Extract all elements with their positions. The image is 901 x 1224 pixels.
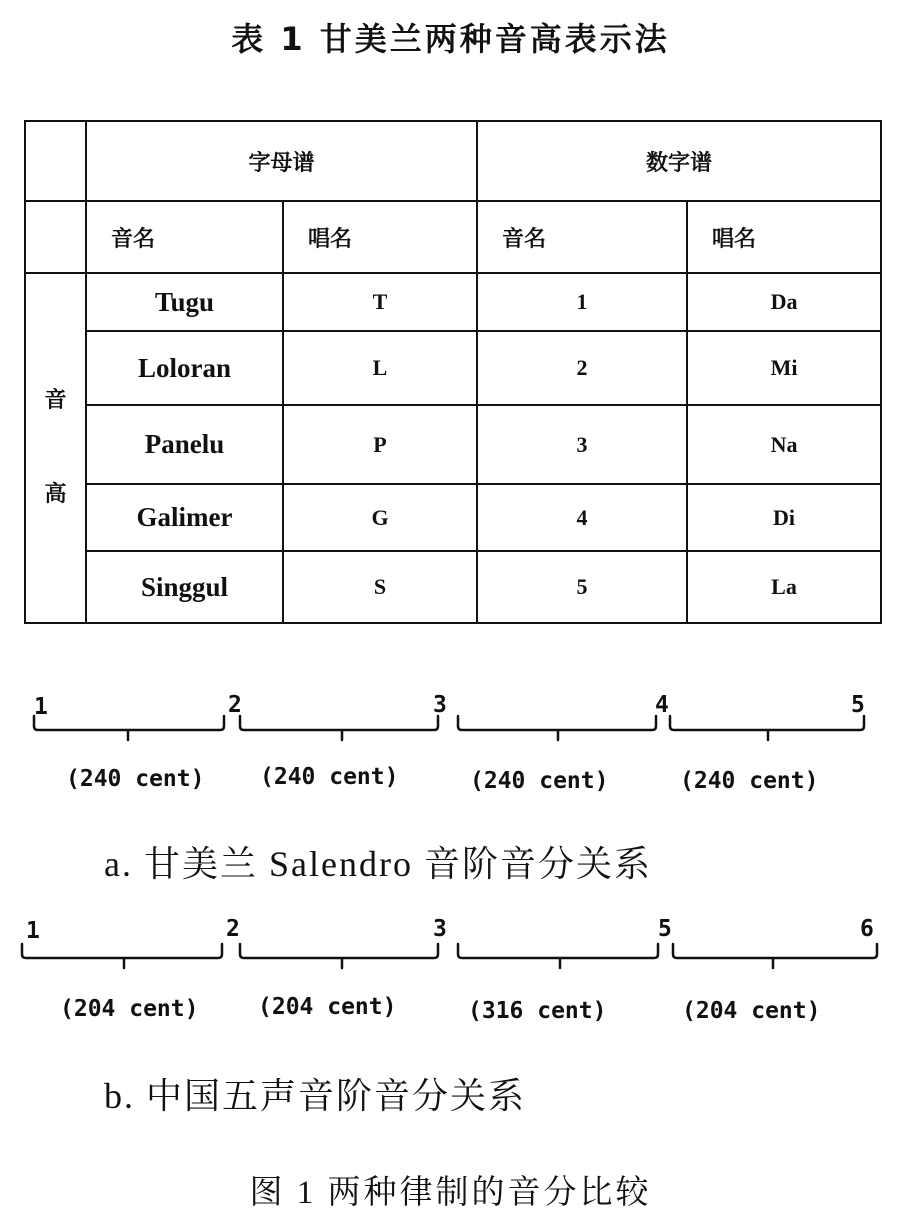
figure-title: 图 1 两种律制的音分比较	[249, 1175, 652, 1211]
table-row	[25, 331, 881, 405]
header-number-notation: 数字谱	[477, 121, 881, 201]
subheader-solfege: 唱名	[283, 201, 477, 273]
scale-a-caption: a. 甘美兰 Salendro 音阶音分关系	[104, 844, 652, 884]
scale-b-diagram	[0, 912, 901, 1022]
interval-label: (204 cent)	[258, 994, 397, 1020]
number: 4	[477, 484, 687, 551]
subheader-note-name: 音名	[477, 201, 687, 273]
solfege: Na	[687, 405, 881, 484]
group-header-row	[25, 121, 881, 201]
subheader-note-name: 音名	[86, 201, 283, 273]
letter: S	[283, 551, 477, 623]
sub-header-row	[25, 201, 881, 273]
scale-note: 6	[860, 916, 874, 942]
note-name: Singgul	[86, 551, 283, 623]
note-name: Panelu	[86, 405, 283, 484]
scale-note: 3	[433, 692, 447, 718]
interval-label: (240 cent)	[260, 764, 399, 790]
scale-note: 5	[658, 916, 672, 942]
scale-note: 3	[433, 916, 447, 942]
scale-note: 1	[34, 694, 48, 720]
interval-label: (316 cent)	[468, 998, 607, 1024]
note-name: Loloran	[86, 331, 283, 405]
scale-note: 1	[26, 918, 40, 944]
solfege: Mi	[687, 331, 881, 405]
table-row	[25, 405, 881, 484]
interval-label: (240 cent)	[66, 766, 205, 792]
table-row	[25, 551, 881, 623]
table-title: 表 1 甘美兰两种音高表示法	[231, 20, 670, 58]
number: 3	[477, 405, 687, 484]
row-label-pitch	[25, 273, 86, 623]
scale-note: 5	[851, 692, 865, 718]
interval-label: (204 cent)	[60, 996, 199, 1022]
scale-note: 2	[226, 916, 240, 942]
note-name: Tugu	[86, 273, 283, 331]
number: 5	[477, 551, 687, 623]
row-label-char: 高	[44, 482, 67, 507]
solfege: La	[687, 551, 881, 623]
table-row	[25, 273, 881, 331]
letter: L	[283, 331, 477, 405]
solfege: Da	[687, 273, 881, 331]
row-label-char: 音	[44, 388, 67, 413]
scale-a-diagram	[0, 690, 901, 800]
scale-b-caption: b. 中国五声音阶音分关系	[104, 1076, 527, 1116]
interval-label: (204 cent)	[682, 998, 821, 1024]
scale-note: 2	[228, 692, 242, 718]
number: 1	[477, 273, 687, 331]
interval-label: (240 cent)	[680, 768, 819, 794]
corner-cell	[25, 121, 86, 201]
pitch-notation-table	[24, 120, 882, 624]
note-name: Galimer	[86, 484, 283, 551]
header-letter-notation: 字母谱	[86, 121, 477, 201]
subheader-solfege: 唱名	[687, 201, 881, 273]
number: 2	[477, 331, 687, 405]
table-row	[25, 484, 881, 551]
letter: T	[283, 273, 477, 331]
solfege: Di	[687, 484, 881, 551]
letter: P	[283, 405, 477, 484]
interval-label: (240 cent)	[470, 768, 609, 794]
corner-cell-2	[25, 201, 86, 273]
letter: G	[283, 484, 477, 551]
scale-note: 4	[655, 692, 669, 718]
